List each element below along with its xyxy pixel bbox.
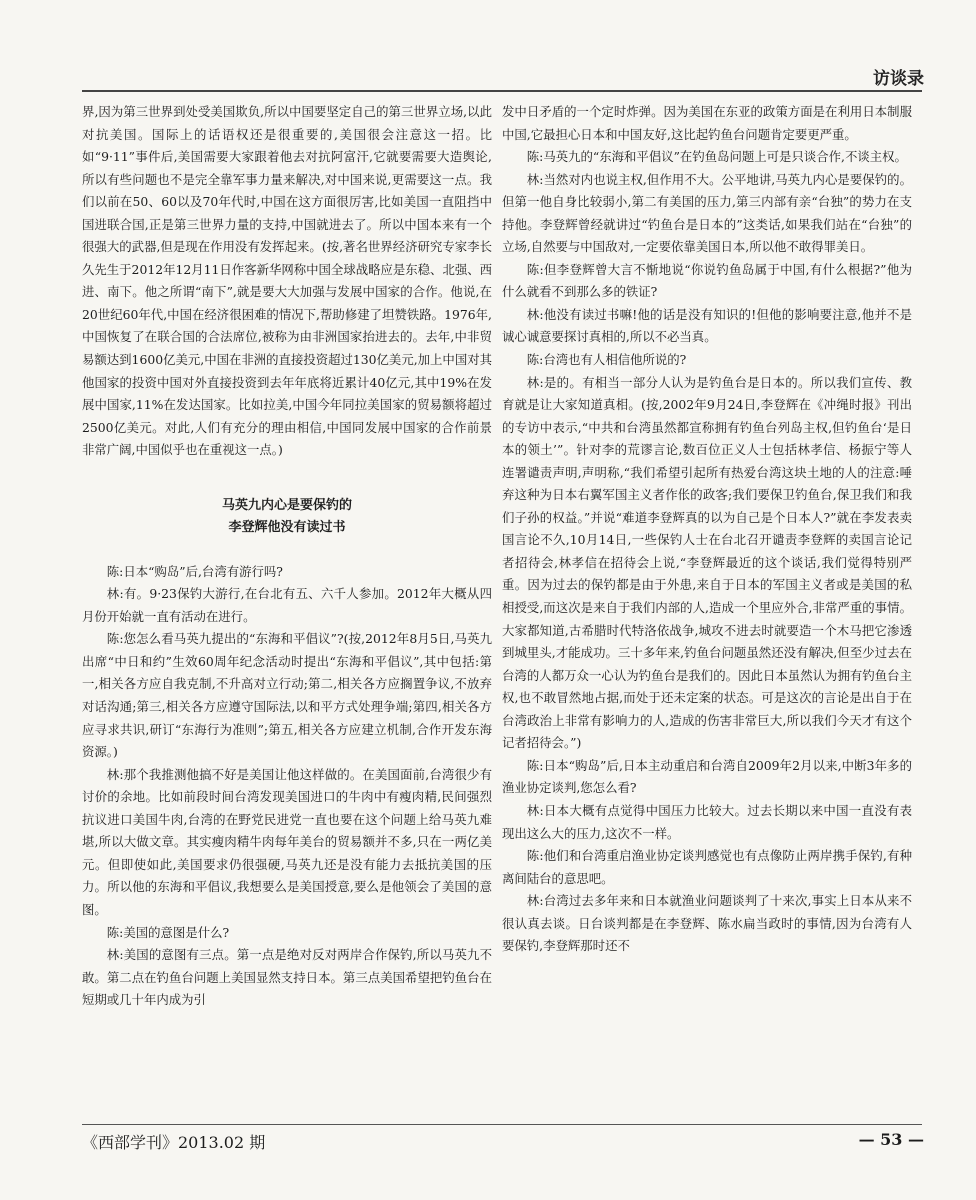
- paragraph: 林:美国的意图有三点。第一点是绝对反对两岸合作保钓,所以马英九不敢。第二点在钓鱼台问题上美国显然支持日本。第三点美国希望把钓鱼台在短期或几十年内成为引: [82, 947, 492, 1008]
- left-column: [82, 101, 492, 1012]
- paragraph: 陈:美国的意图是什么?: [106, 924, 230, 940]
- paragraph: 陈:台湾也有人相信他所说的?: [526, 352, 687, 368]
- paragraph: 林:那个我推测他搞不好是美国让他这样做的。在美国面前,台湾很少有讨价的余地。比如前段时间台湾发现美国进口的牛肉中有瘦肉精,民间强烈抗议进口美国牛肉,台湾的在野党民进党一直也要在这个问题上给马英九难堪,所以大做文章。其实瘦肉精牛肉每年美台的贸易额并不多,只在一两亿美元。但即使如此,美国要求仍很强硬,马英九还是没有能力去抵抗美国的压力。所以他的东海和平倡议,我想要么是美国授意,要么是他领会了美国的意图。: [82, 766, 492, 917]
- journal-name: 《西部学刊》2013.02 期: [82, 1133, 266, 1152]
- paragraph: 发中日矛盾的一个定时炸弹。因为美国在东亚的政策方面是在利用日本制服中国,它最担心日本和中国友好,这比起钓鱼台问题肯定要更严重。: [502, 104, 912, 142]
- paragraph: 陈:但李登辉曾大言不惭地说“你说钓鱼岛属于中国,有什么根据?”他为什么就看不到那么多的铁证?: [502, 261, 912, 300]
- page-number: — 53 —: [858, 1130, 924, 1149]
- paragraph: 陈:马英九的“东海和平倡议”在钓鱼岛问题上可是只谈合作,不谈主权。: [526, 149, 907, 165]
- paragraph: 陈:您怎么看马英九提出的“东海和平倡议”?(按,2012年8月5日,马英九出席“中日和约”生效60周年纪念活动时提出“东海和平倡议”,其中包括:第一,相关各方应自我克制,不升高对立行动;第二,相关各方应搁置争议,不放弃对话沟通;第三,相关各方应遵守国际法,以和平方式处理争端;第四,相关各方应寻求共识,研订“东海行为准则”;第五,相关各方应建立机制,合作开发东海资源。): [82, 631, 492, 760]
- paragraph: 陈:他们和台湾重启渔业协定谈判感觉也有点像防止两岸携手保钓,有种离间陆台的意思吧。: [502, 848, 912, 886]
- paragraph: 林:有。9·23保钓大游行,在台北有五、六千人参加。2012年大概从四月份开始就一直有活动在进行。: [82, 586, 492, 624]
- paragraph: 林:当然对内也说主权,但作用不大。公平地讲,马英九内心是要保钓的。但第一他自身比较弱小,第二有美国的压力,第三内部有亲“台独”的势力在支持他。李登辉曾经就讲过“钓鱼台是日本的”这类话,如果我们站在“台独”的立场,自然要与中国敌对,一定要依靠美国日本,所以他不敢得罪美日。: [502, 171, 912, 255]
- paragraph: 陈:日本“购岛”后,台湾有游行吗?: [106, 563, 283, 579]
- paragraph: 陈:日本“购岛”后,日本主动重启和台湾自2009年2月以来,中断3年多的渔业协定谈判,您怎么看?: [502, 757, 912, 796]
- section-heading: [82, 495, 492, 539]
- section-label: 访谈录: [873, 69, 924, 89]
- header-rule: [82, 90, 922, 92]
- paragraph: 林:他没有读过书嘛!他的话是没有知识的!但他的影响要注意,他并不是诚心诚意要探讨真相的,所以不必当真。: [502, 306, 912, 345]
- paragraph: 界,因为第三世界到处受美国欺负,所以中国要坚定自己的第三世界立场,以此对抗美国。国际上的话语权还是很重要的,美国很会注意这一招。比如“9·11”事件后,美国需要大家跟着他去对抗阿富汗,它就要需要大造舆论,所以有些问题也不是完全靠军事力量来解决,对中国来说,更需要这一点。我们以前在50、60以及70年代时,中国在这方面很厉害,比如美国一直阻挡中国进联合国,正是第三世界力量的支持,中国就进去了。所以中国本来有一个很强大的武器,但是现在作用没有发挥起来。(按,著名世界经济研究专家李长久先生于2012年12月11日作客新华网称中国全球战略应是东稳、北强、西进、南下。他之所谓“南下”,就是要大大加强与发展中国家的合作。他说,在20世纪60年代,中国在经济很困难的情况下,帮助修建了坦赞铁路。1976年,中国恢复了在联合国的合法席位,被称为由非洲国家抬进去的。去年,中非贸易额达到1600亿美元,中国在非洲的直接投资超过130亿美元,加上中国对其他国家的投资中国对外直接投资到去年年底将近累计40亿元,其中19%在发展中国家,11%在发达国家。比如拉美,中国今年同拉美国家的贸易额将超过2500亿美元。对此,人们有充分的理由相信,中国同发展中国家的合作前景非常广阔,中国似乎也在重视这一点。): [82, 104, 493, 458]
- heading-line-2: 李登辉他没有读过书: [228, 519, 346, 535]
- paragraph: 林:日本大概有点觉得中国压力比较大。过去长期以来中国一直没有表现出这么大的压力,这次不一样。: [502, 802, 912, 841]
- right-column: [502, 101, 912, 958]
- paragraph: 林:台湾过去多年来和日本就渔业问题谈判了十来次,事实上日本从来不很认真去谈。日台谈判都是在李登辉、陈水扁当政时的事情,因为台湾有人要保钓,李登辉那时还不: [502, 893, 912, 954]
- footer-rule: [82, 1124, 922, 1125]
- heading-line-1: 马英九内心是要保钓的: [221, 497, 352, 513]
- paragraph: 林:是的。有相当一部分人认为是钓鱼台是日本的。所以我们宣传、教育就是让大家知道真相。(按,2002年9月24日,李登辉在《冲绳时报》刊出的专访中表示,“中共和台湾虽然都宣称拥有钓鱼台列岛主权,但钓鱼台‘是日本的领土’”。针对李的荒谬言论,数百位正义人士包括林孝信、杨振宁等人连署谴责声明,声明称,“我们希望引起所有热爱台湾这块土地的人的注意:唾弃这种为日本右翼军国主义者作伥的政客;我们要保卫钓鱼台,保卫我们和我们子孙的权益。”并说“难道李登辉真的以为自己是个日本人?”就在李发表卖国言论不久,10月14日,一些保钓人士在台北召开谴责李登辉的卖国言论记者招待会,林孝信在招待会上说,“李登辉最近的这个谈话,我们觉得特别严重。因为过去的保钓都是由于外患,来自于日本的军国主义者或是美国的私相授受,而这次是来自于我们内部的人,造成一个里应外合,非常严重的事情。大家都知道,古希腊时代特洛依战争,城攻不进去时就要造一个木马把它渗透到城里头,才能成功。三十多年来,钓鱼台问题虽然还没有解决,但至少过去在台湾的人都万众一心认为钓鱼台是我们的。因此日本虽然认为拥有钓鱼台主权,也不敢冒然地占据,而处于还未定案的状态。可是这次的言论是出自于在台湾政治上非常有影响力的人,造成的伤害非常巨大,所以我们今天才有这个记者招待会。”): [502, 374, 912, 751]
